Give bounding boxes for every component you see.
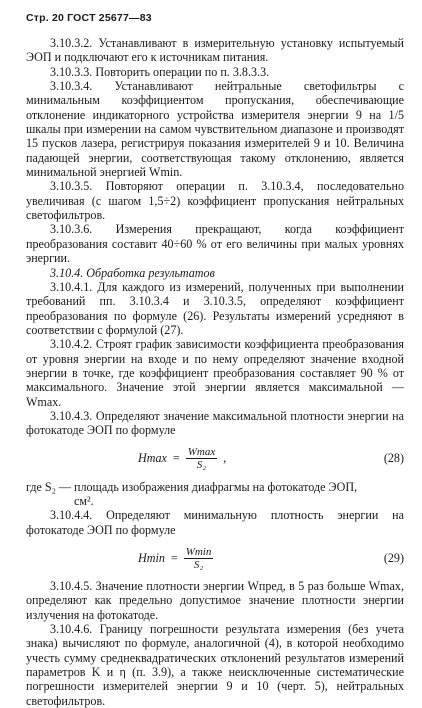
paragraph-3-10-3-2: 3.10.3.2. Устанавливают в измерительную установку испытуемый ЭОП и подключают его к источникам питания. [26,36,404,65]
paragraph-where-s2-unit: см². [74,493,94,508]
document-body [26,36,404,708]
paragraph-3-10-4-3: 3.10.4.3. Определяют значение максимальной плотности энергии на фотокатоде ЭОП по формуле [26,408,404,438]
section-heading-3-10-4: 3.10.4. Обработка результатов [50,265,215,280]
formula-28-numerator: Wmax [187,446,216,459]
paragraph-where-s2: где S₂ — площадь изображения диафрагмы на фотокатоде ЭОП, [26,479,358,494]
paragraph-3-10-3-4: 3.10.3.4. Устанавливают нейтральные светофильтры с минимальным коэффициентом пропускания, обеспечивающие отклонение индикаторного устройства измерителя энергии 9 на 1/5 шкалы при измерении на самом чувствительном диапазоне и производят 15 пусков лазера, регистрируя показания измерителей 9 и 10. Величина падающей энергии, соответствующая такому отклонению, является минимальной энергией Wmin. [26,79,404,180]
paragraph-3-10-4-2: 3.10.4.2. Строят график зависимости коэффициента преобразования от уровня энергии на входе и по нему определяют значение входной энергии в точке, где коэффициент преобразования составляет 90 % от максимального. Значение этой энергии является максимальной — Wmax. [26,337,404,409]
paragraph-3-10-3-5: 3.10.3.5. Повторяют операции п. 3.10.3.4, последовательно увеличивая (с шагом 1,5÷2) коэффициент пропускания нейтральных светофильтров. [26,179,404,223]
formula-29-lhs: Hmin [138,550,165,565]
formula-29-denominator: S₂ [193,558,204,571]
formula-28-number: (28) [383,451,404,466]
paragraph-3-10-3-6: 3.10.3.6. Измерения прекращают, когда коэффициент преобразования составит 40÷60 % от его величины при малых уровнях энергии. [26,222,404,266]
formula-28-denominator: S₂ [196,459,207,472]
formula-29-fraction [184,546,214,571]
formula-28-fraction [186,446,218,471]
paragraph-3-10-4-4: 3.10.4.4. Определяют минимальную плотность энергии на фотокатоде ЭОП по формуле [26,508,404,537]
formula-29-number: (29) [383,550,404,565]
formula-28-lhs: Hmax [138,451,167,466]
paragraph-3-10-3-3: 3.10.3.3. Повторить операции по п. 3.8.3.3. [50,64,270,79]
formula-29-numerator: Wmin [185,545,212,558]
formula-28: Hmax = $\frac{Wmax}{\text{S₂}}$ , (28) [138,446,404,472]
page-header: Стр. 20 ГОСТ 25677—83 [26,12,152,24]
paragraph-3-10-4-6: 3.10.4.6. Границу погрешности результата измерения (без учета знака) вычисляют по формуле, аналогичной (4), в которой необходимо учесть сумму среднеквадратических отклонений результатов измерений параметров K и η (п. 3.9), а также неисключенные систематические погрешности измерителей энергии 9 и 10 (черт. 5), нейтральных светофильтров. [26,622,404,708]
formula-29: Hmin = $\frac{Wmin}{\text{S₂}}$ (29) [138,545,404,571]
paragraph-3-10-4-5: 3.10.4.5. Значение плотности энергии Wпред, в 5 раз больше Wmax, определяют как предельно допустимое значение плотности энергии излучения на фотокатоде. [26,579,404,622]
formula-28-tail: , [223,451,227,466]
paragraph-3-10-4-1: 3.10.4.1. Для каждого из измерений, полученных при выполнении требований пп. 3.10.3.4 и 3.10.3.5, определяют коэффициент преобразования по формуле (26). Результаты измерений усредняют в соответствии с формулой (27). [26,279,404,337]
